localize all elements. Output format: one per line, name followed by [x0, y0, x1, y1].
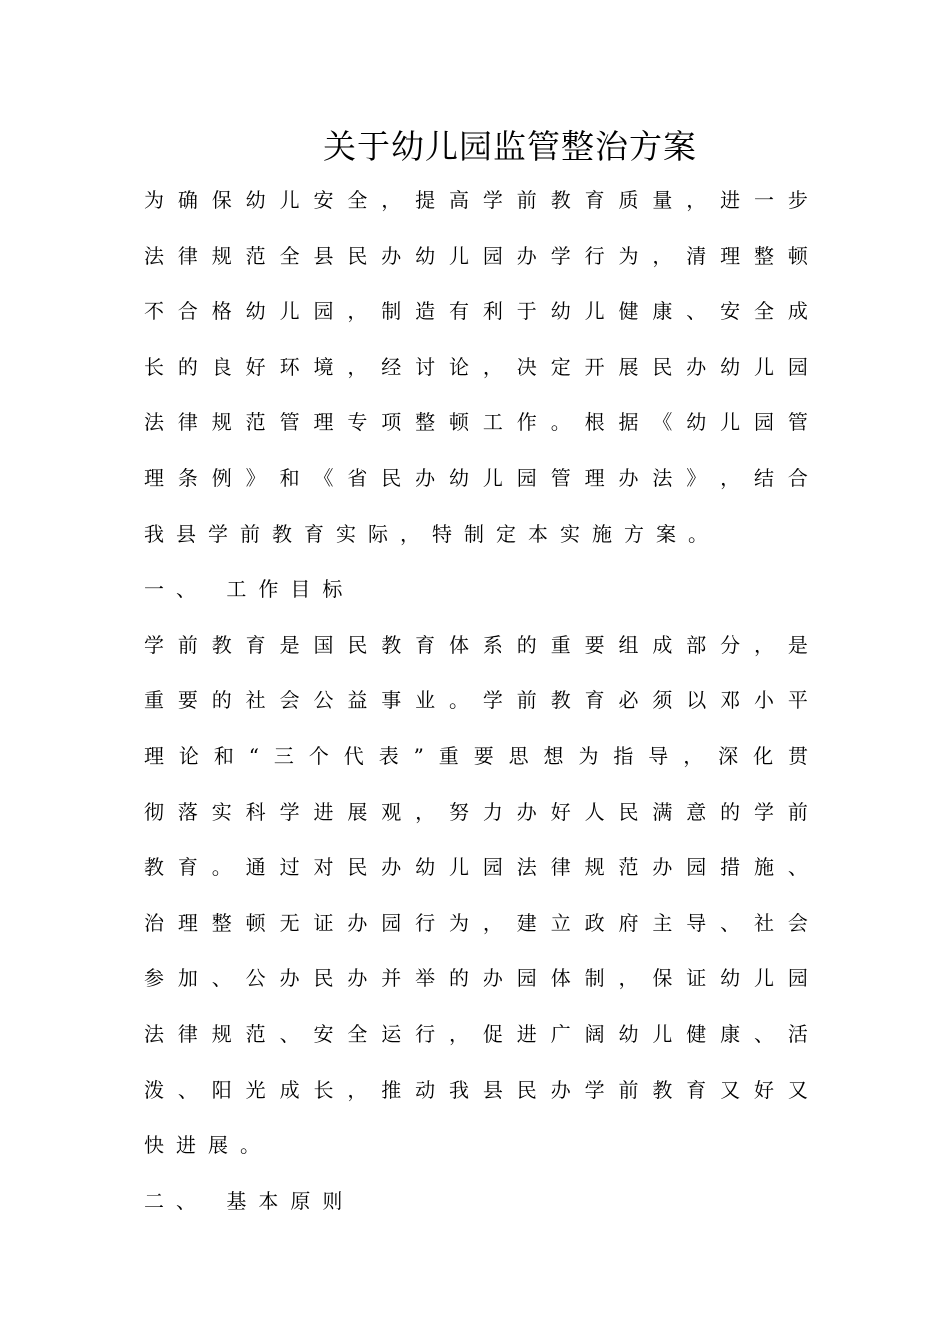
text-line: 重 要 的 社 会 公 益 事 业 。 学 前 教 育 必 须 以 邓 小 平 — [144, 688, 808, 713]
text-line: 不 合 格 幼 儿 园 ， 制 造 有 利 于 幼 儿 健 康 、 安 全 成 — [144, 299, 808, 324]
text-line: 我县学前教育实际，特制定本实施方案。 — [144, 521, 720, 546]
text-line: 法 律 规 范 全 县 民 办 幼 儿 园 办 学 行 为 ， 清 理 整 顿 — [144, 243, 808, 268]
text-line: 一、 工作目标 — [144, 577, 355, 602]
text-line: 治 理 整 顿 无 证 办 园 行 为 ， 建 立 政 府 主 导 、 社 会 — [144, 910, 808, 935]
document-title: 关于幼儿园监管整治方案 — [323, 127, 697, 166]
text-line: 法 律 规 范 管 理 专 项 整 顿 工 作 。 根 据 《 幼 儿 园 管 — [144, 410, 808, 435]
text-line: 法 律 规 范 、 安 全 运 行 ， 促 进 广 阔 幼 儿 健 康 、 活 — [144, 1022, 808, 1046]
text-line: 教 育 。 通 过 对 民 办 幼 儿 园 法 律 规 范 办 园 措 施 、 — [144, 855, 808, 880]
text-line: 快进展。 — [144, 1133, 272, 1158]
text-line: 为 确 保 幼 儿 安 全 ， 提 高 学 前 教 育 质 量 ， 进 一 步 — [144, 188, 808, 212]
text-line: 学 前 教 育 是 国 民 教 育 体 系 的 重 要 组 成 部 分 ， 是 — [144, 632, 808, 657]
text-line: 彻 落 实 科 学 进 展 观 ， 努 力 办 好 人 民 满 意 的 学 前 — [144, 799, 808, 824]
text-line: 理 论 和 “ 三 个 代 表 ” 重 要 思 想 为 指 导 ， 深 化 贯 — [144, 744, 808, 768]
text-line: 泼 、 阳 光 成 长 ， 推 动 我 县 民 办 学 前 教 育 又 好 又 — [144, 1077, 808, 1102]
text-line: 二、 基本原则 — [144, 1188, 355, 1213]
text-line: 长 的 良 好 环 境 ， 经 讨 论 ， 决 定 开 展 民 办 幼 儿 园 — [144, 354, 808, 379]
text-line: 参 加 、 公 办 民 办 并 举 的 办 园 体 制 ， 保 证 幼 儿 园 — [144, 966, 808, 991]
text-line: 理 条 例 》 和 《 省 民 办 幼 儿 园 管 理 办 法 》 ， 结 合 — [144, 466, 808, 490]
